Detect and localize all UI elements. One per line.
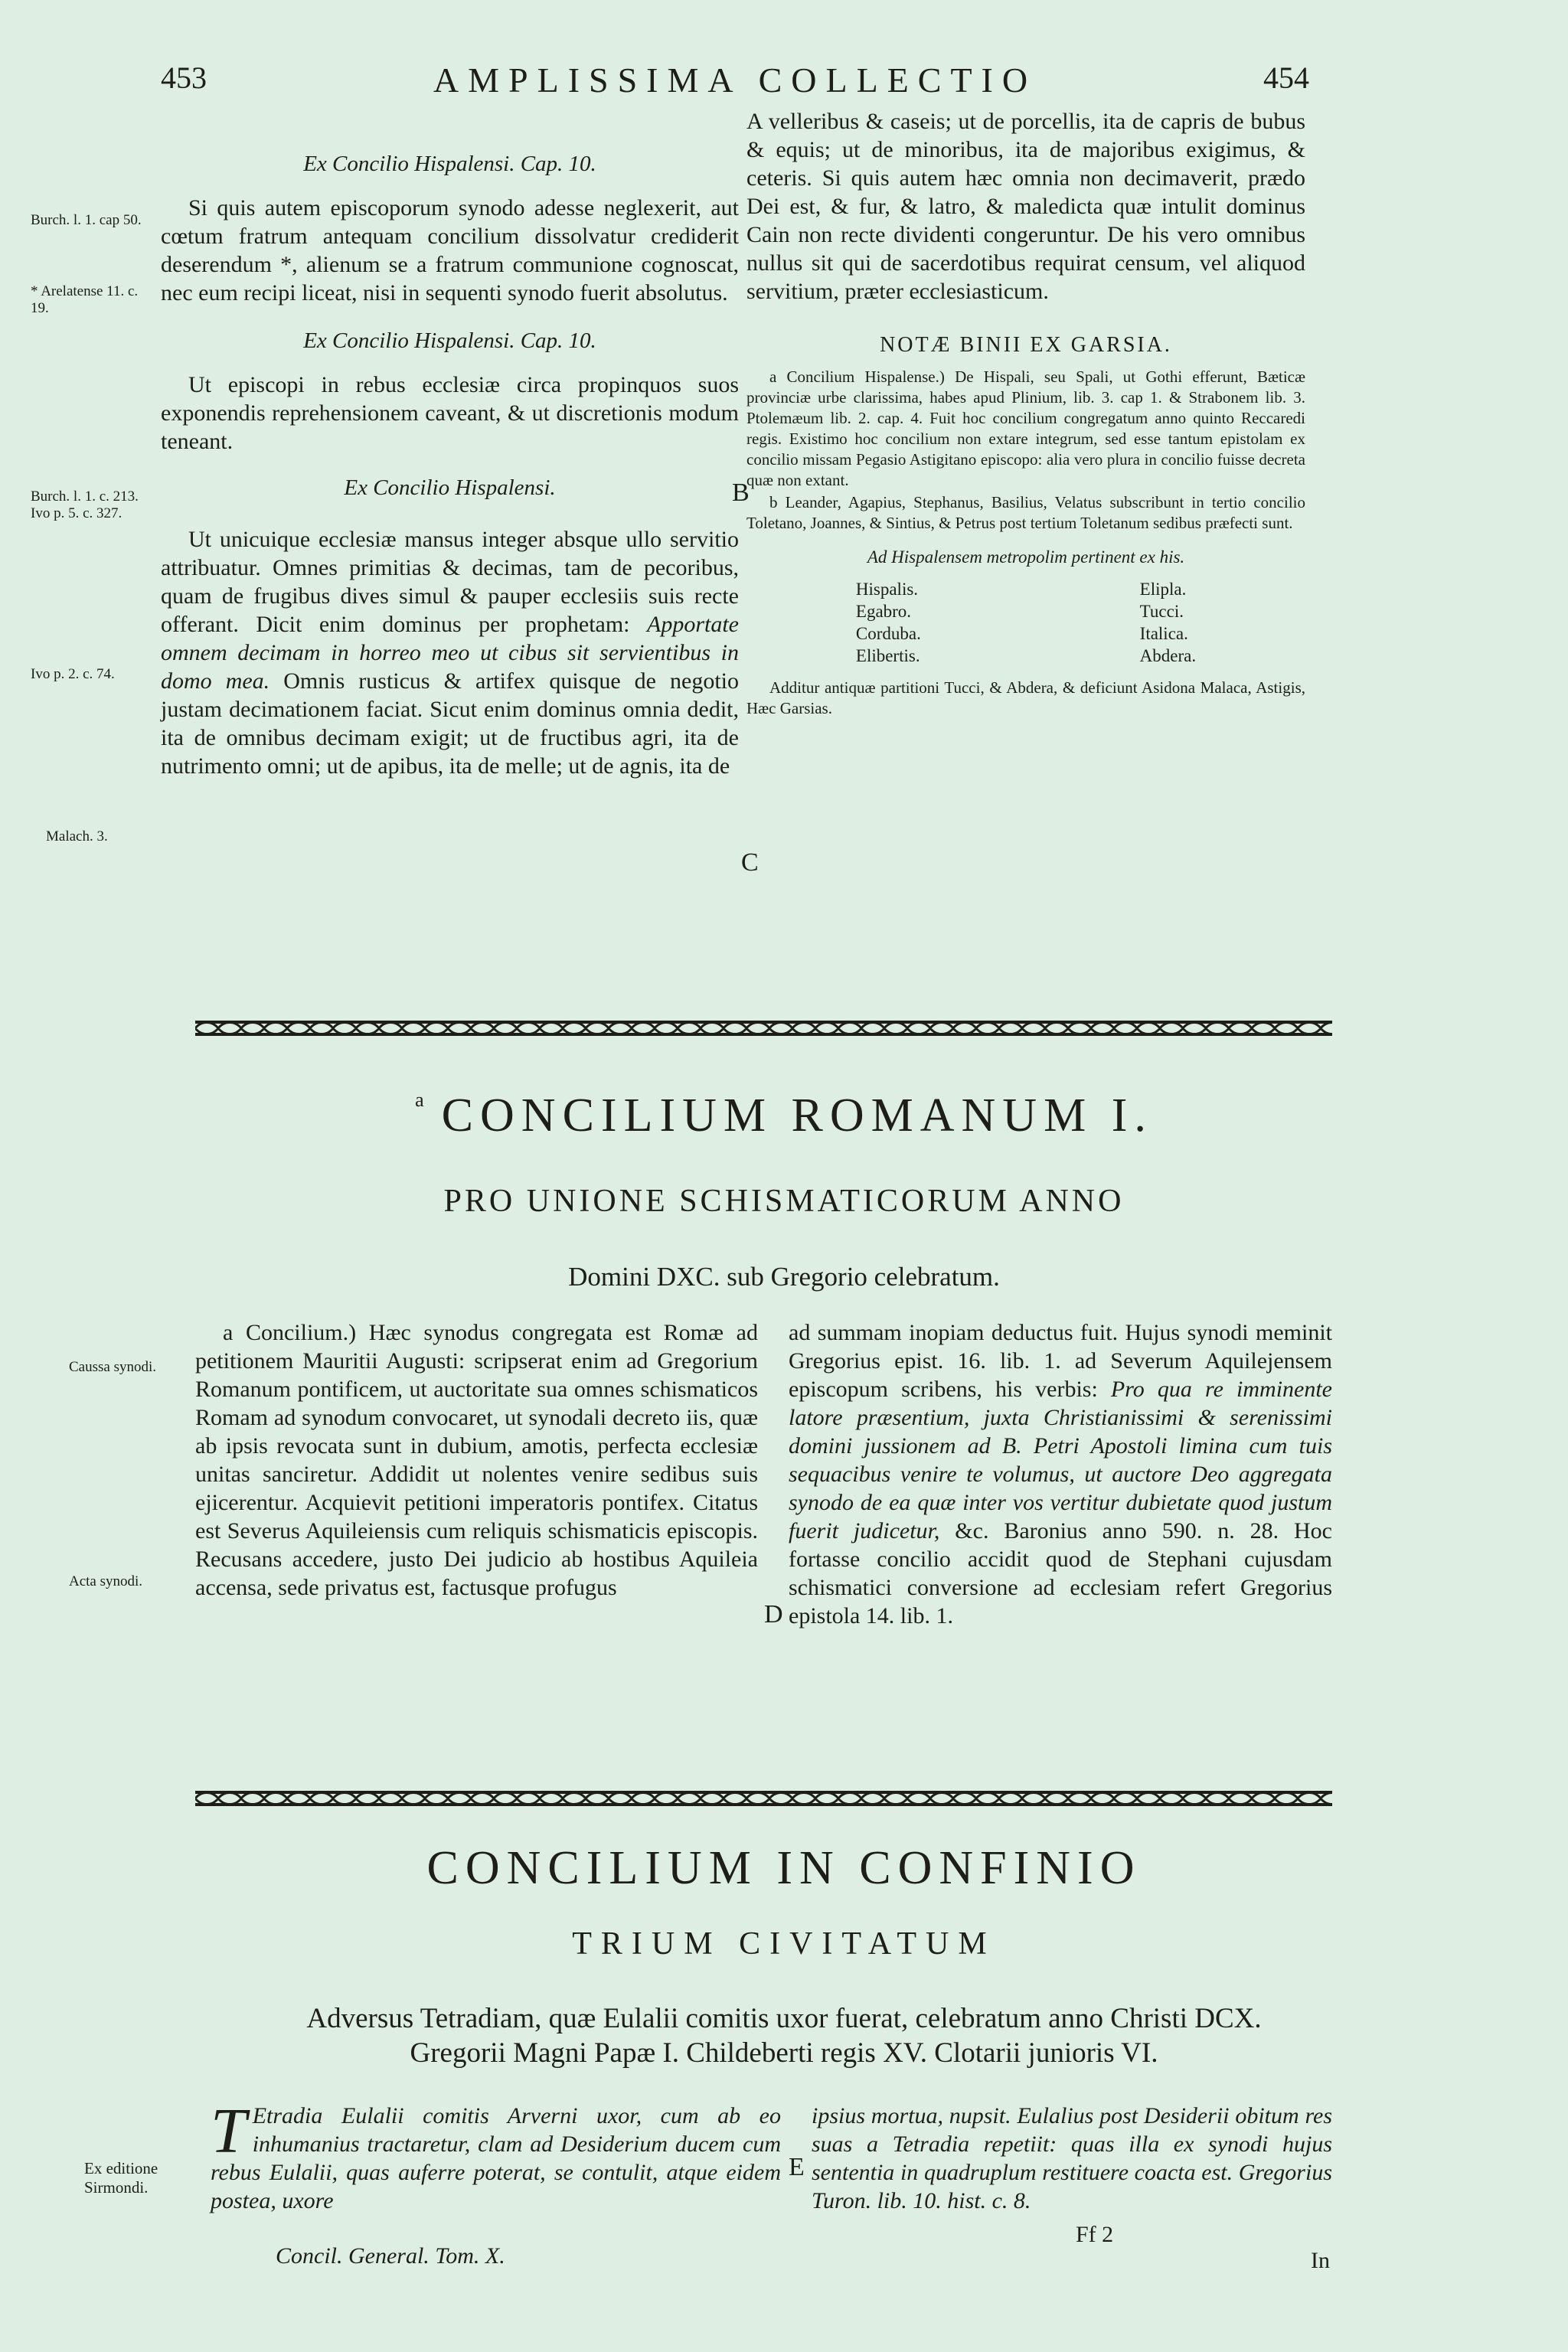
section-title: CONCILIUM IN CONFINIO	[426, 1842, 1142, 1894]
romanum-right-a: ad summam inopiam deductus fuit. Hujus synodi meminit Gregorius epist. 16. lib. 1. ad Severum Aquilejensem episcopum scribens, his verbis:	[789, 1320, 1332, 1402]
margin-note: Burch. l. 1. cap 50.	[31, 212, 142, 228]
cities-left	[856, 578, 921, 667]
paragraph-2: Ut episcopi in rebus ecclesiæ circa propinquos suos exponendis reprehensionem caveant, & ut discretionis modum teneant.	[161, 372, 739, 454]
catchword: In	[1311, 2248, 1330, 2273]
paragraph-3-continued: Omnis rusticus & artifex quisque de negotio justam decimationem faciat. Sicut enim dominus omnia dedit, ita de omnibus decimam exigit; ut de fructibus agri, ita de nutrimento omni; ut de apibus, ita de melle; ut de agnis, ita de	[161, 668, 740, 779]
section-letter: E	[789, 2153, 805, 2181]
section-letter: C	[741, 848, 759, 877]
footnote-mark: a	[415, 1089, 431, 1111]
right-paragraph: A velleribus & caseis; ut de porcellis, ita de capris de bubus & equis; ut de minoribus, ita de majoribus exigimus, & ceteris. Si quis autem hæc omnia non decimaverit, prædo Dei est, & fur, & latro, & maledicta quæ intulit dominus Cain non recte dividenti congeruntur. De his vero omnibus nullus sit qui de sacerdotibus requirat censum, vel aliquod servitium, præter ecclesiasticum.	[746, 109, 1305, 304]
city-name: Elibertis.	[855, 646, 920, 665]
city-name: Egabro.	[855, 602, 912, 621]
footer-volume-text: Concil. General. Tom. X.	[276, 2243, 505, 2269]
heading-2: Ex Concilio Hispalensi. Cap. 10.	[303, 328, 596, 353]
margin-note: Ivo p. 2. c. 74.	[31, 666, 115, 682]
margin-note: * Arelatense 11. c. 19.	[31, 283, 139, 316]
section-subtitle: PRO UNIONE SCHISMATICORUM ANNO	[443, 1184, 1125, 1219]
drop-cap: T	[211, 2096, 247, 2167]
margin-note: Ex editione Sirmondi.	[84, 2159, 158, 2197]
cities-right	[1140, 578, 1196, 667]
heading-1: Ex Concilio Hispalensi. Cap. 10.	[303, 152, 596, 176]
scripture-quote: Apportate omnem decimam in horreo meo ut cibus sit servientibus in domo mea.	[161, 612, 739, 694]
margin-note: Malach. 3.	[46, 828, 108, 844]
confinio-right-column	[812, 2102, 1332, 2218]
signature-mark: Ff 2	[1076, 2222, 1114, 2247]
confinio-left-body: Etradia Eulalii comitis Arverni uxor, cum ab eo inhumanius tractaretur, clam ad Desiderium ducem cum rebus Eulalii, quas auferre poterat, se contulit, atque eidem postea, uxore	[211, 2103, 781, 2213]
footer-volume	[276, 2243, 505, 2269]
city-name: Italica.	[1139, 624, 1188, 643]
notae-title: NOTÆ BINII EX GARSIA.	[880, 333, 1172, 357]
paragraph-1: Si quis autem episcoporum synodo adesse neglexerit, aut cœtum fratrum antequam concilium dissolvatur crediderit deserendum *, alienum se a fratrum communione cognoscat, nec eum recipi liceat, nisi in sequenti synodo fuerit absolutus.	[161, 195, 739, 305]
section-letter: D	[764, 1600, 783, 1628]
city-name: Corduba.	[855, 624, 921, 643]
heading-3: Ex Concilio Hispalensi.	[344, 475, 556, 500]
margin-note: Acta synodi.	[69, 1573, 143, 1589]
confinio-left-column	[211, 2096, 781, 2218]
city-name: Elipla.	[1139, 580, 1187, 599]
city-name: Abdera.	[1139, 646, 1197, 665]
cities-table	[746, 578, 1305, 667]
page-number-right: 454	[1263, 60, 1309, 95]
page-number-left: 453	[161, 60, 207, 95]
romanum-right-c: &c. Baronius anno 590. n. 28. Hoc fortasse concilio accidit quod de Stephani cujusdam schismatici conversione ad ecclesiam refert Gregorius epistola 14. lib. 1.	[789, 1518, 1332, 1628]
metropolis-heading: Ad Hispalensem metropolim pertinent ex his.	[867, 547, 1185, 567]
section-subtitle: TRIUM CIVITATUM	[572, 1926, 996, 1962]
romanum-right-column	[789, 1318, 1332, 1633]
romanum-right-quote: Pro qua re imminente latore præsentium, juxta Christianissimi & serenissimi domini jussionem ad B. Petri Apostoli limina cum tuis sequacibus venire te volumus, ut auctore Deo aggregata synodo de ea quæ inter vos vertitur dubietate quod justum fuerit judicetur,	[789, 1377, 1332, 1544]
section-title	[0, 1089, 1568, 1143]
city-name: Tucci.	[1139, 602, 1184, 621]
section-date: Domini DXC. sub Gregorio celebratum.	[568, 1262, 1000, 1292]
romanum-left-text: a Concilium.) Hæc synodus congregata est Romæ ad petitionem Mauritii Augusti: scripserat enim ad Gregorium Romanum pontificem, ut auctoritate sua omnes schismaticos Romam ad synodum convocaret, ut synodali decreto iis, quæ ab ipsis revocata sunt in dubium, amotis, perfecta ecclesiæ unitas sanciretur. Addidit ut nolentes venire sedibus suis ejicerentur. Acquievit petitioni imperatoris pontifex. Citatus est Severus Aquileiensis cum reliquis schismaticis episcopis. Recusans accedere, justo Dei judicio ab hostibus Aquileia accensa, sede privatus est, factusque profugus	[195, 1320, 758, 1600]
romanum-right-text	[789, 1318, 1332, 1630]
additur-note: Additur antiquæ partitioni Tucci, & Abdera, & deficiunt Asidona Malaca, Astigis, Hæc Garsias.	[746, 678, 1305, 717]
running-head	[161, 60, 1309, 113]
margin-note: Burch. l. 1. c. 213. Ivo p. 5. c. 327.	[31, 488, 139, 521]
note-b: b Leander, Agapius, Stephanus, Basilius, Velatus subscribunt in tertio concilio Toletano, Joannes, & Sintius, & Petrus post tertium Toletanum sedibus præfecti sunt.	[746, 493, 1305, 532]
notes-block	[746, 367, 1305, 534]
margin-note: Caussa synodi.	[69, 1359, 156, 1375]
note-a: a Concilium Hispalense.) De Hispali, seu Spali, ut Gothi efferunt, Bæticæ provinciæ urbe clarissima, habes apud Plinium, lib. 3. cap 1. & Strabonem lib. 3. Ptolemæum lib. 2. cap. 4. Fuit hoc concilium congregatum anno quinto Reccaredi regis. Existimo hoc concilium non extare integrum, sed esse tantum epistolam ex concilio missam Pegasio Astigitano episcopo: alia vero plura in concilio fuisse decreta quæ non extant.	[746, 368, 1305, 489]
confinio-right-text: ipsius mortua, nupsit. Eulalius post Desiderii obitum res suas a Tetradia repetiit: quas illa ex synodi hujus sententia in quadruplum restituere coacta est. Gregorius Turon. lib. 10. hist. c. 8.	[812, 2103, 1332, 2213]
section-description: Gregorii Magni Papæ I. Childeberti regis XV. Clotarii junioris VI.	[410, 2037, 1158, 2069]
right-column	[746, 107, 1305, 719]
paragraph-3-text: Ut unicuique ecclesiæ mansus integer absque ullo servitio attribuatur. Omnes primitias & decimas, tam de pecoribus, quam de frugibus dives simul & pauper ecclesiis suis recte offerant. Dicit enim dominus per prophetam:	[161, 527, 739, 637]
confinio-left-text	[211, 2096, 781, 2215]
section-letter: B	[732, 479, 750, 507]
running-title: AMPLISSIMA COLLECTIO	[433, 60, 1037, 100]
section-title-text: CONCILIUM ROMANUM I.	[441, 1089, 1153, 1142]
city-name: Hispalis.	[855, 580, 919, 599]
paragraph-3	[161, 525, 739, 780]
left-column	[161, 138, 739, 780]
section-description: Adversus Tetradiam, quæ Eulalii comitis uxor fuerat, celebratum anno Christi DCX.	[306, 2003, 1262, 2034]
romanum-left-column	[195, 1318, 758, 1605]
ornamental-divider	[195, 1789, 1332, 1808]
ornamental-divider	[195, 1019, 1332, 1037]
